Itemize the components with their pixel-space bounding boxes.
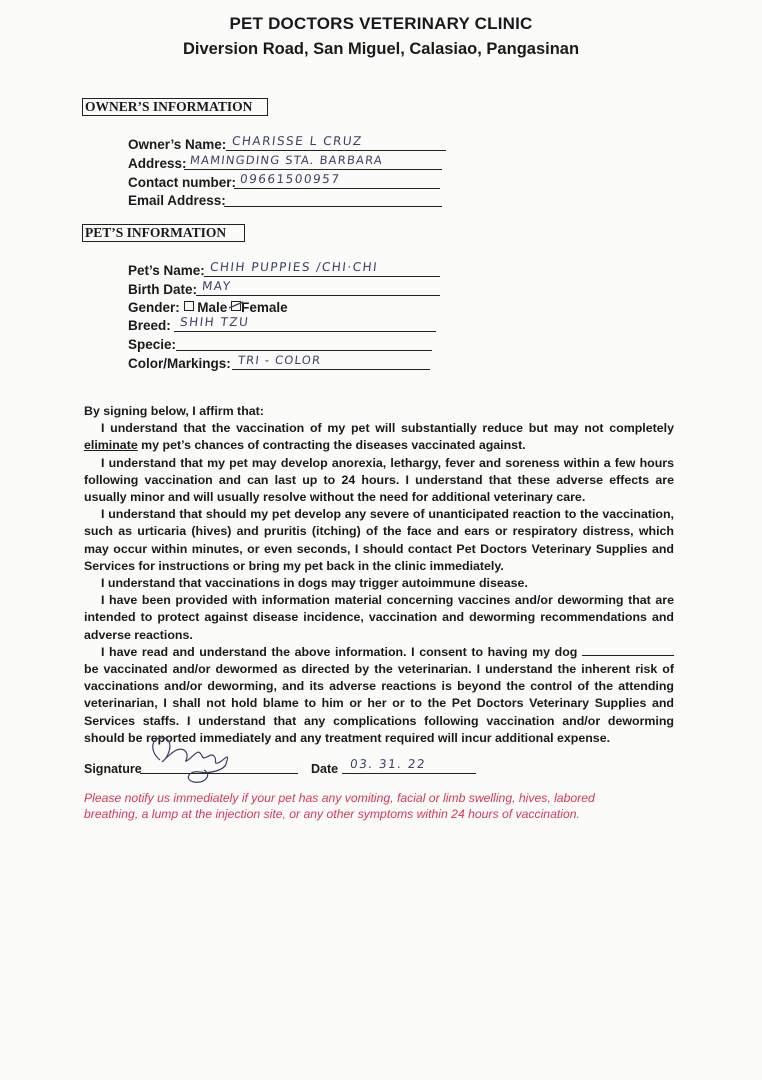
pet-breed-line[interactable] bbox=[174, 315, 436, 332]
pet-color-value: TRI - COLOR bbox=[237, 353, 322, 367]
female-check-mark-icon bbox=[228, 299, 244, 311]
owner-section-title: OWNER’S INFORMATION bbox=[82, 98, 268, 116]
owner-name-field bbox=[128, 134, 448, 152]
pet-name-line[interactable] bbox=[204, 260, 440, 277]
pet-breed-label: Breed: bbox=[128, 318, 171, 333]
date-label: Date bbox=[311, 762, 339, 776]
pet-specie-label: Specie: bbox=[128, 337, 177, 352]
pet-name-label: Pet’s Name: bbox=[128, 263, 205, 278]
owner-address-value: MAMINGDING STA. BARBARA bbox=[189, 153, 384, 167]
female-checkbox-wrap[interactable] bbox=[231, 300, 241, 315]
consent-paragraph-1 bbox=[84, 420, 674, 454]
clinic-address: Diversion Road, San Miguel, Calasiao, Pangasinan bbox=[182, 40, 580, 58]
date-value: 03. 31. 22 bbox=[349, 757, 427, 771]
consent-p6-start: I have read and understand the above information. I consent to having my dog bbox=[101, 644, 578, 659]
owner-name-label: Owner’s Name: bbox=[128, 137, 227, 152]
pet-birth-line[interactable] bbox=[196, 279, 440, 296]
consent-text bbox=[84, 403, 674, 747]
pet-gender-row bbox=[128, 300, 288, 315]
pet-color-label: Color/Markings: bbox=[128, 356, 231, 371]
owner-email-line[interactable] bbox=[224, 190, 442, 207]
consent-p6-end: be vaccinated and/or dewormed as directed by the veterinarian. I understand the inherent risk of vaccinations and/or deworming, and its adverse reactions is beyond the control of the attending veterinarian, I shall not hold blame to him or her or to the Pet Doctors Veterinary Supplies and Services staffs. I understand that any complications following vaccination and/or deworming should be reported immediately and any treatment required will incur additional expense. bbox=[84, 662, 674, 745]
pet-breed-field bbox=[128, 315, 448, 333]
handwritten-signature-icon bbox=[140, 730, 250, 786]
pet-name-field bbox=[128, 260, 448, 278]
owner-contact-line[interactable] bbox=[234, 172, 440, 189]
pet-birth-field bbox=[128, 279, 448, 297]
signature-label: Signature bbox=[84, 762, 142, 776]
consent-paragraph-5: I have been provided with information material concerning vaccines and/or deworming that are intended to protect against disease incidence, vaccination and deworming recommendations and adverse reactions. bbox=[84, 593, 674, 642]
owner-email-field bbox=[128, 190, 448, 208]
owner-contact-field bbox=[128, 172, 448, 190]
date-line[interactable] bbox=[342, 759, 476, 774]
consent-p1-underlined: eliminate bbox=[84, 438, 138, 453]
owner-address-field bbox=[128, 153, 448, 171]
owner-address-label: Address: bbox=[128, 156, 187, 171]
male-label: Male bbox=[197, 300, 228, 315]
pet-specie-line[interactable] bbox=[176, 334, 432, 351]
pet-section-title: PET’S INFORMATION bbox=[82, 224, 245, 242]
adverse-reaction-notice: Please notify us immediately if your pet has any vomiting, facial or limb swelling, hives, labored breathing, a lump at the injection site, or any other symptoms within 24 hours of vaccination. bbox=[84, 791, 595, 821]
consent-paragraph-2: I understand that my pet may develop anorexia, lethargy, fever and soreness within a few hours following vaccination and can last up to 24 hours. I understand that these adverse effects are usually minor and will usually resolve without the need for additional veterinary care. bbox=[84, 455, 674, 505]
owner-name-value: CHARISSE L CRUZ bbox=[231, 134, 364, 148]
consent-paragraph-4: I understand that vaccinations in dogs may trigger autoimmune disease. bbox=[101, 576, 528, 591]
pet-specie-field bbox=[128, 334, 448, 352]
owner-contact-label: Contact number: bbox=[128, 175, 236, 190]
consent-p1-end: my pet’s chances of contracting the diseases vaccinated against. bbox=[137, 438, 526, 453]
pet-name-value: CHIH PUPPIES /CHI·CHI bbox=[209, 260, 379, 274]
pet-color-line[interactable] bbox=[232, 353, 430, 370]
pet-birth-value: MAY bbox=[201, 279, 233, 293]
pet-gender-field bbox=[128, 297, 448, 315]
owner-contact-value: 09661500957 bbox=[239, 172, 342, 186]
consent-intro: By signing below, I affirm that: bbox=[84, 404, 264, 418]
consent-p1-start: I understand that the vaccination of my pet will substantially reduce but may not completely bbox=[101, 421, 674, 436]
pet-birth-label: Birth Date: bbox=[128, 282, 198, 297]
female-label: Female bbox=[241, 300, 288, 315]
male-checkbox[interactable] bbox=[184, 301, 194, 311]
dog-name-blank[interactable] bbox=[582, 645, 674, 656]
pet-gender-label: Gender: bbox=[128, 300, 180, 315]
pet-color-field bbox=[128, 353, 448, 371]
owner-email-label: Email Address: bbox=[128, 193, 226, 208]
consent-paragraph-3: I understand that should my pet develop any severe of unanticipated reaction to the vaccination, such as urticaria (hives) and pruritis (itching) of the face and ears or respiratory distress, which may occur within minutes, or even seconds, I should contact Pet Doctors Veterinary Supplies and Services for instructions or bring my pet back in the clinic immediately. bbox=[84, 507, 674, 573]
owner-address-line[interactable] bbox=[184, 153, 442, 170]
clinic-name: PET DOCTORS VETERINARY CLINIC bbox=[229, 14, 533, 33]
pet-breed-value: SHIH TZU bbox=[179, 315, 251, 329]
owner-name-line[interactable] bbox=[226, 134, 446, 151]
